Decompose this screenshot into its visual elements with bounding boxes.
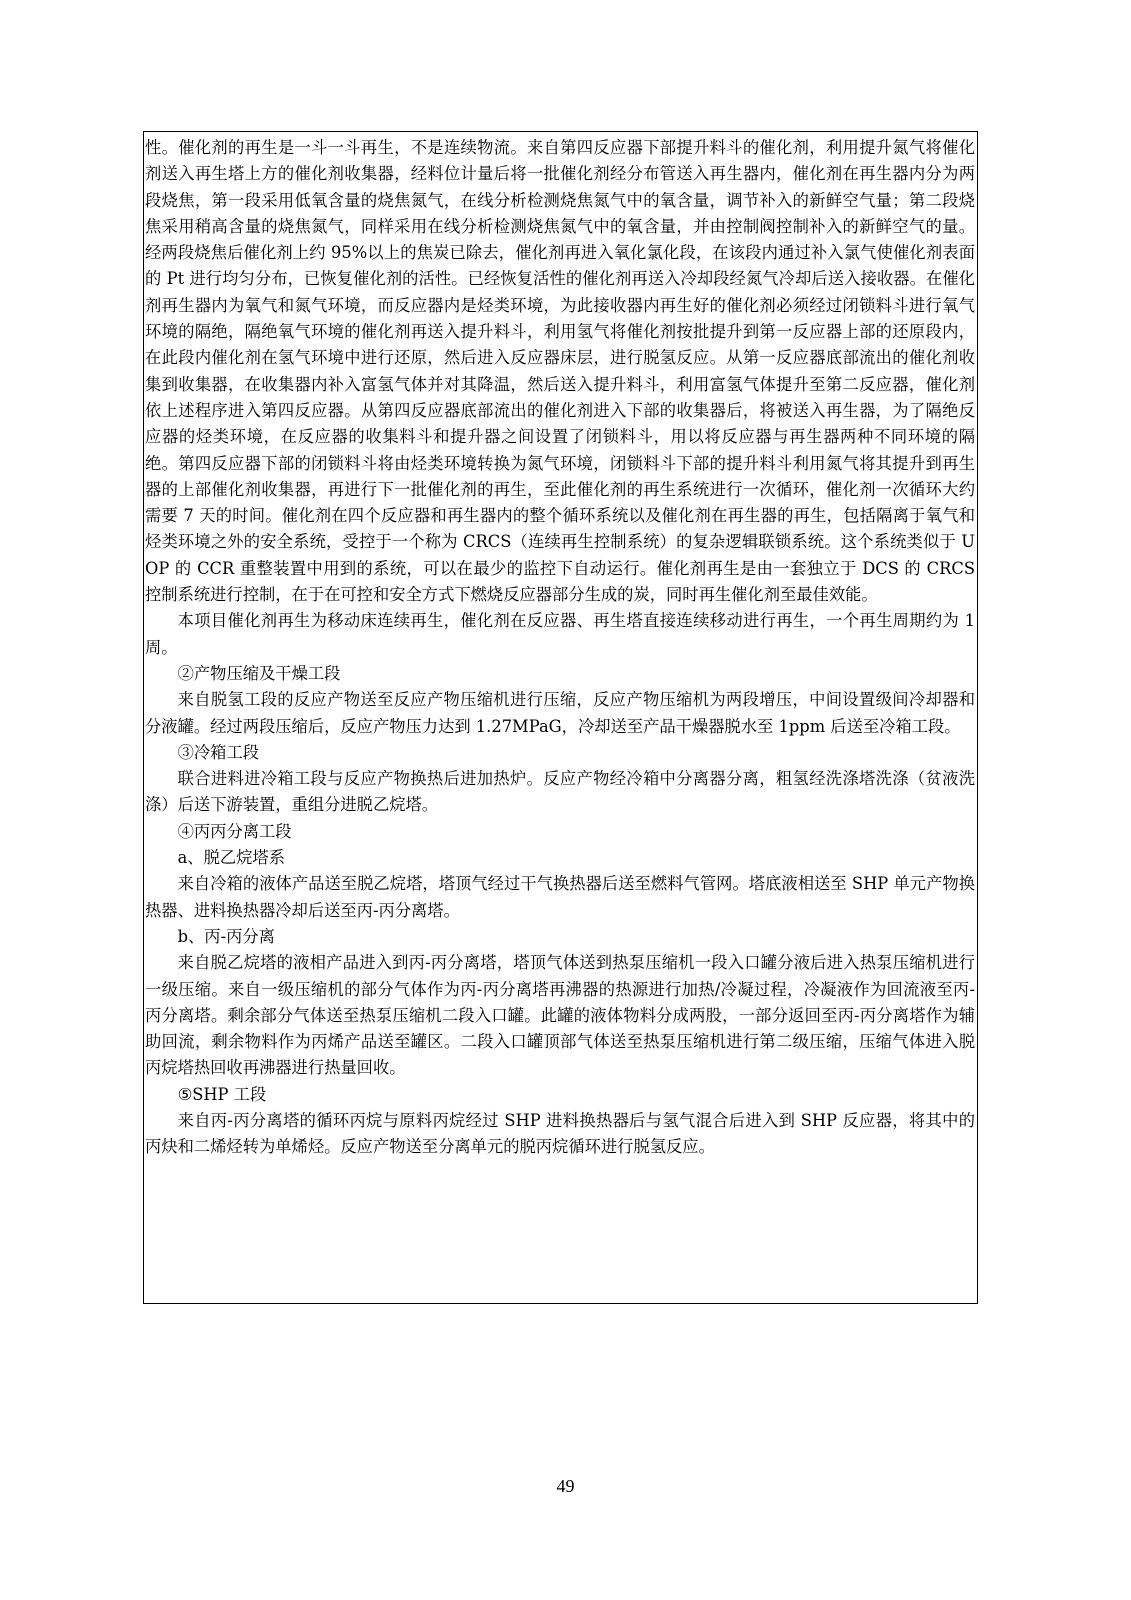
section-heading-propylene-propane-separation: ④丙丙分离工段 [177, 821, 292, 841]
paragraph-pp-splitter: 来自脱乙烷塔的液相产品进入到丙-丙分离塔，塔顶气体送到热泵压缩机一段入口罐分液后进入热泵压缩机进行一级压缩。来自一级压缩机的部分气体作为丙-丙分离塔再沸器的热源进行加热/冷凝过程，冷凝液作为回流液至丙-丙分离塔。剩余部分气体送至热泵压缩机二段入口罐。此罐的液体物料分成两股，一部分返回至丙-丙分离塔作为辅助回流，剩余物料作为丙烯产品送至罐区。二段入口罐顶部气体送至热泵压缩机进行第二级压缩，压缩气体进入脱丙烷塔热回收再沸器进行热量回收。 [145, 953, 975, 1078]
paragraph-shp: 来自丙-丙分离塔的循环丙烷与原料丙烷经过 SHP 进料换热器后与氢气混合后进入到 SHP 反应器，将其中的丙炔和二烯烃转为单烯烃。反应产物送至分离单元的脱丙烷循环进行脱氢反应。 [145, 1110, 975, 1157]
paragraph-deethanizer: 来自冷箱的液体产品送至脱乙烷塔，塔顶气经过干气换热器后送至燃料气管网。塔底液相送至 SHP 单元产物换热器、进料换热器冷却后送至丙-丙分离塔。 [145, 874, 975, 920]
document-body [145, 135, 975, 1161]
subsection-heading-deethanizer: a、脱乙烷塔系 [177, 848, 285, 868]
section-heading-shp: ⑤SHP 工段 [177, 1084, 267, 1104]
section-heading-compression-drying: ②产物压缩及干燥工段 [177, 663, 341, 683]
section-heading-cold-box: ③冷箱工段 [177, 742, 260, 762]
paragraph-regeneration-summary: 本项目催化剂再生为移动床连续再生，催化剂在反应器、再生塔直接连续移动进行再生，一个再生周期约为 1 周。 [145, 611, 975, 657]
paragraph-cold-box: 联合进料进冷箱工段与反应产物换热后进加热炉。反应产物经冷箱中分离器分离，粗氢经洗涤塔洗涤（贫液洗涤）后送下游装置，重组分进脱乙烷塔。 [145, 769, 975, 815]
page-number: 49 [556, 1476, 575, 1496]
subsection-heading-pp-splitter: b、丙-丙分离 [177, 926, 275, 946]
paragraph-catalyst-regeneration-continued: 性。催化剂的再生是一斗一斗再生，不是连续物流。来自第四反应器下部提升料斗的催化剂，利用提升氮气将催化剂送入再生塔上方的催化剂收集器，经料位计量后将一批催化剂经分布管送入再生器内，催化剂在再生器内分为两段烧焦，第一段采用低氧含量的烧焦氮气，在线分析检测烧焦氮气中的氧含量，调节补入的新鲜空气量；第二段烧焦采用稍高含量的烧焦氮气，同样采用在线分析检测烧焦氮气中的氧含量，并由控制阀控制补入的新鲜空气的量。经两段烧焦后催化剂上约 95%以上的焦炭已除去，催化剂再进入氧化氯化段，在该段内通过补入氯气使催化剂表面的 Pt 进行均匀分布，已恢复催化剂的活性。已经恢复活性的催化剂再送入冷却段经氮气冷却后送入接收器。在催化剂再生器内为氧气和氮气环境，而反应器内是烃类环境，为此接收器内再生好的催化剂必须经过闭锁料斗进行氧气环境的隔绝，隔绝氧气环境的催化剂再送入提升料斗，利用氢气将催化剂按批提升到第一反应器上部的还原段内，在此段内催化剂在氢气环境中进行还原，然后进入反应器床层，进行脱氢反应。从第一反应器底部流出的催化剂收集到收集器，在收集器内补入富氢气体并对其降温，然后送入提升料斗，利用富氢气体提升至第二反应器，催化剂依上述程序进入第四反应器。从第四反应器底部流出的催化剂进入下部的收集器后，将被送入再生器，为了隔绝反应器的烃类环境，在反应器的收集料斗和提升器之间设置了闭锁料斗，用以将反应器与再生器两种不同环境的隔绝。第四反应器下部的闭锁料斗将由烃类环境转换为氮气环境，闭锁料斗下部的提升料斗利用氮气将其提升到再生器的上部催化剂收集器，再进行下一批催化剂的再生，至此催化剂的再生系统进行一次循环，催化剂一次循环大约需要 7 天的时间。催化剂在四个反应器和再生器内的整个循环系统以及催化剂在再生器的再生，包括隔离于氧气和烃类环境之外的安全系统，受控于一个称为 CRCS（连续再生控制系统）的复杂逻辑联锁系统。这个系统类似于 UOP 的 CCR 重整装置中用到的系统，可以在最少的监控下自动运行。催化剂再生是由一套独立于 DCS 的 CRCS 控制系统进行控制，在于在可控和安全方式下燃烧反应器部分生成的炭，同时再生催化剂至最佳效能。 [145, 138, 975, 605]
paragraph-compression-drying: 来自脱氢工段的反应产物送至反应产物压缩机进行压缩，反应产物压缩机为两段增压，中间设置级间冷却器和分液罐。经过两段压缩后，反应产物压力达到 1.27MPaG，冷却送至产品干燥器脱水至 1ppm 后送至冷箱工段。 [145, 690, 975, 736]
